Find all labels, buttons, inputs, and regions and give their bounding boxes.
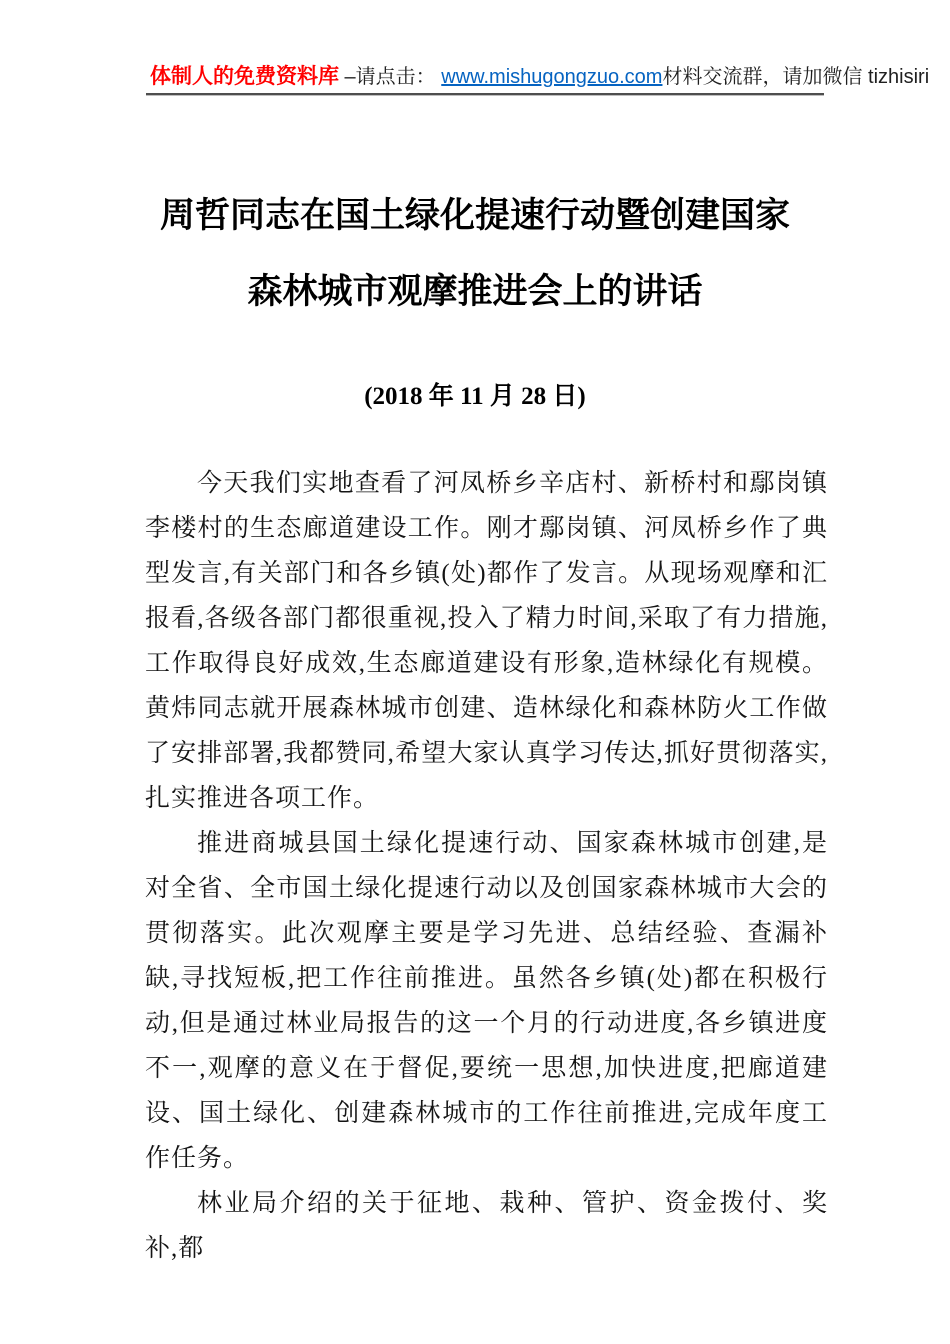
promo-brand-text: 体制人的免费资料库 (150, 65, 339, 88)
promo-separator-text: –请点击： (339, 66, 442, 88)
document-body (145, 461, 828, 1271)
document-date: (2018 年 11 月 28 日) (364, 383, 586, 410)
document-title (0, 178, 950, 330)
promo-link[interactable]: www.mishugongzuo.com (441, 66, 663, 88)
promo-header-line (146, 62, 930, 92)
body-paragraph: 今天我们实地查看了河凤桥乡辛店村、新桥村和鄢岗镇李楼村的生态廊道建设工作。刚才鄢岗镇、河凤桥乡作了典型发言,有关部门和各乡镇(处)都作了发言。从现场观摩和汇报看,各级各部门都很重视,投入了精力时间,采取了有力措施,工作取得良好成效,生态廊道建设有形象,造林绿化有规模。黄炜同志就开展森林城市创建、造林绿化和森林防火工作做了安排部署,我都赞同,希望大家认真学习传达,抓好贯彻落实,扎实推进各项工作。 (145, 470, 828, 812)
promo-header (146, 62, 930, 96)
promo-suffix-text: 材料交流群，请加微信 tizhisiri (662, 66, 930, 88)
document-title-line2: 森林城市观摩推进会上的讲话 (247, 272, 703, 311)
document-title-line1: 周哲同志在国土绿化提速行动暨创建国家 (159, 196, 790, 235)
body-paragraph: 林业局介绍的关于征地、栽种、管护、资金拨付、奖补,都 (145, 1190, 828, 1262)
header-divider-rule (146, 93, 824, 96)
body-paragraph: 推进商城县国土绿化提速行动、国家森林城市创建,是对全省、全市国土绿化提速行动以及创国家森林城市大会的贯彻落实。此次观摩主要是学习先进、总结经验、查漏补缺,寻找短板,把工作往前推进。虽然各乡镇(处)都在积极行动,但是通过林业局报告的这一个月的行动进度,各乡镇进度不一,观摩的意义在于督促,要统一思想,加快进度,把廊道建设、国土绿化、创建森林城市的工作往前推进,完成年度工作任务。 (145, 830, 828, 1172)
